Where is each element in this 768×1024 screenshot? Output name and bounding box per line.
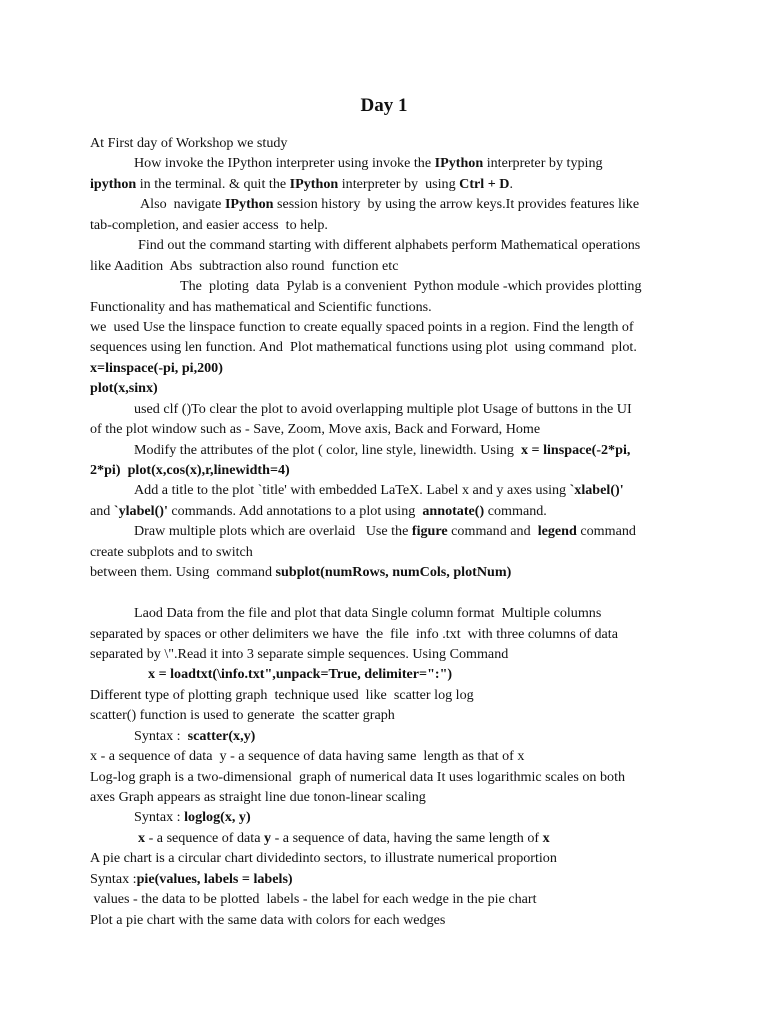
text-segment: between them. Using command [90,564,276,581]
text-segment: session history by using the arrow keys.It provides features like [273,196,640,213]
text-line [90,317,690,337]
bold-text: x [138,829,146,846]
text-line [90,378,690,398]
text-line [90,807,690,827]
text-segment: Syntax : [134,809,185,826]
text-segment: Log-log graph is a two-dimensional graph of numerical data It uses logarithmic scales on both [90,768,626,785]
text-segment: - a sequence of data [145,829,264,846]
text-line [90,542,690,562]
text-line [90,848,690,868]
text-segment: How invoke the IPython interpreter using invoke the [134,155,435,172]
bold-text: subplot(numRows, numCols, plotNum) [275,564,512,581]
text-line [90,562,690,582]
text-segment: Add a title to the plot `title' with embedded LaTeX. Label x and y axes using [134,482,570,499]
text-segment: Different type of plotting graph technique used like scatter log log [90,686,474,703]
text-segment: Syntax : [90,870,137,887]
text-segment: Functionality and has mathematical and Scientific functions. [90,298,432,315]
text-line [90,215,690,235]
text-segment: interpreter by typing [483,155,603,172]
bold-text: figure [411,523,448,540]
text-line [90,337,690,357]
text-line [90,276,690,296]
text-segment: commands. Add annotations to a plot using [167,502,423,519]
text-line [90,194,690,214]
text-line [90,235,690,255]
text-line [90,297,690,317]
text-line [90,767,690,787]
text-line [90,399,690,419]
text-segment: separated by spaces or other delimiters we have the file info .txt with three columns of data [90,625,618,642]
text-segment: A pie chart is a circular chart dividedinto sectors, to illustrate numerical proportion [90,850,557,867]
bold-text: pie(values, labels = labels) [136,870,293,887]
bold-text: x=linspace(-pi, pi,200) [90,359,223,376]
text-segment: we used Use the linspace function to create equally spaced points in a region. Find the length of [90,318,634,335]
text-segment: command. [484,502,547,519]
bold-text: x [542,829,550,846]
text-line [90,746,690,766]
text-line [90,460,690,480]
text-line [90,685,690,705]
text-line [90,705,690,725]
text-line [90,828,690,848]
bold-text: y [264,829,272,846]
text-segment: Plot a pie chart with the same data with colors for each wedges [90,911,446,928]
text-line [90,889,690,909]
text-line [90,869,690,889]
bold-text: ipython [90,175,137,192]
bold-text: x = loadtxt(\info.txt",unpack=True, delimiter=":") [148,666,453,683]
text-line [90,910,690,930]
bold-text: IPython [289,175,339,192]
text-line [90,501,690,521]
text-segment: separated by \".Read it into 3 separate simple sequences. Using Command [90,645,509,662]
text-segment: At First day of Workshop we study [90,135,288,151]
text-line [90,174,690,194]
bold-text: loglog(x, y) [184,809,251,826]
text-segment: of the plot window such as - Save, Zoom, Move axis, Back and Forward, Home [90,421,541,438]
text-segment: sequences using len function. And Plot mathematical functions using plot using command plot. [90,339,637,356]
text-segment: - a sequence of data, having the same length of [271,829,543,846]
text-segment: and [90,502,114,519]
text-line [90,726,690,746]
text-line [90,787,690,807]
text-line [90,419,690,439]
bold-text: scatter(x,y) [187,727,256,744]
text-line [90,521,690,541]
page-title: Day 1 [360,95,408,116]
text-line [90,153,690,173]
bold-text: 2*pi) plot(x,cos(x),r,linewidth=4) [90,462,290,478]
text-line [90,624,690,644]
text-segment: values - the data to be plotted labels - the label for each wedge in the pie chart [90,891,537,908]
text-segment: Also navigate [140,196,225,213]
text-segment: like Aadition Abs subtraction also round function etc [90,257,399,274]
text-segment: . [509,175,514,192]
text-line [90,133,690,153]
text-segment: x - a sequence of data y - a sequence of data having same length as that of x [90,748,525,765]
text-segment: scatter() function is used to generate the scatter graph [90,707,395,724]
text-line [90,644,690,664]
bold-text: annotate() [422,502,485,519]
text-segment: used clf ()To clear the plot to avoid overlapping multiple plot Usage of buttons in the UI [134,400,632,417]
bold-text: `xlabel()' [569,482,624,499]
text-segment: command and [447,523,538,540]
text-segment: command [576,523,636,540]
text-line [90,583,690,603]
text-line [90,664,690,684]
text-segment: The ploting data Pylab is a convenient Python module -which provides plotting [180,278,642,295]
text-segment: in the terminal. & quit the [136,175,290,192]
bold-text: plot(x,sinx) [90,380,158,397]
document-body [90,133,690,930]
text-line [90,256,690,276]
text-segment: axes Graph appears as straight line due tonon-linear scaling [90,789,426,805]
text-segment: create subplots and to switch [90,543,253,560]
bold-text: IPython [434,155,484,172]
text-line [90,358,690,378]
bold-text: IPython [224,196,274,213]
bold-text: x = linspace(-2*pi, [520,441,631,458]
bold-text: legend [537,523,577,540]
text-segment: tab-completion, and easier access to help. [90,216,328,233]
bold-text: Ctrl + D [459,175,510,192]
text-segment: Draw multiple plots which are overlaid Use the [134,523,412,540]
text-segment: interpreter by using [338,175,460,192]
text-line [90,480,690,500]
text-segment: Laod Data from the file and plot that data Single column format Multiple columns [134,605,602,622]
text-segment: Find out the command starting with different alphabets perform Mathematical operations [138,237,641,254]
text-segment: Modify the attributes of the plot ( color, line style, linewidth. Using [134,441,521,458]
text-segment: Syntax : [134,727,188,744]
text-line [90,603,690,623]
bold-text: `ylabel()' [113,502,168,519]
text-line [90,440,690,460]
